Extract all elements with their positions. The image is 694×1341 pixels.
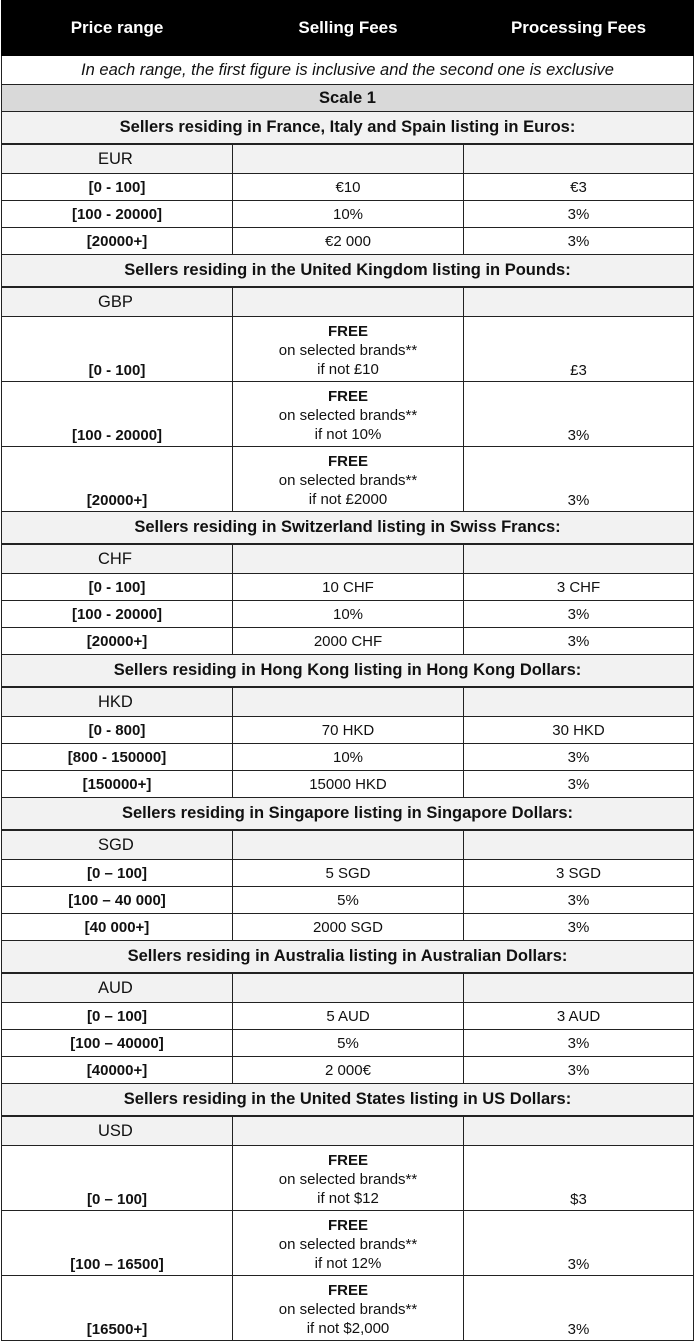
processing-fee-cell: 3% xyxy=(464,1057,694,1084)
selected-brands-note: on selected brands** xyxy=(278,1236,418,1253)
table-row xyxy=(2,1146,694,1211)
scale-label: Scale 1 xyxy=(2,85,694,112)
table-row xyxy=(2,771,694,798)
table-row xyxy=(2,201,694,228)
price-range-cell: [20000+] xyxy=(2,628,233,655)
table-header-row xyxy=(2,1,694,56)
processing-fee-cell: 3% xyxy=(464,914,694,941)
header-processing-fees: Processing Fees xyxy=(464,1,694,56)
section-header-row xyxy=(2,112,694,145)
price-range-cell: [0 – 100] xyxy=(2,1003,233,1030)
price-range-cell: [40000+] xyxy=(2,1057,233,1084)
selling-fee-cell: 10% xyxy=(233,201,464,228)
price-range-cell: [0 – 100] xyxy=(2,1146,233,1211)
selling-fee-cell: 10 CHF xyxy=(233,574,464,601)
table-row xyxy=(2,447,694,512)
price-range-cell: [0 - 800] xyxy=(2,717,233,744)
processing-fee-cell: 3% xyxy=(464,744,694,771)
section-title: Sellers residing in Hong Kong listing in Hong Kong Dollars: xyxy=(2,655,694,688)
selling-fee-cell: 2000 CHF xyxy=(233,628,464,655)
section-header-row xyxy=(2,798,694,831)
table-row xyxy=(2,228,694,255)
currency-empty-cell xyxy=(464,287,694,317)
section-title: Sellers residing in France, Italy and Spain listing in Euros: xyxy=(2,112,694,145)
currency-empty-cell xyxy=(233,687,464,717)
free-label: FREE xyxy=(327,453,368,470)
fees-table xyxy=(1,0,694,1341)
processing-fee-cell: 3% xyxy=(464,887,694,914)
section-header-row xyxy=(2,512,694,545)
currency-empty-cell xyxy=(464,544,694,574)
section-header-row xyxy=(2,941,694,974)
section-title: Sellers residing in Australia listing in Australian Dollars: xyxy=(2,941,694,974)
free-label: FREE xyxy=(327,1282,368,1299)
processing-fee-cell: $3 xyxy=(464,1146,694,1211)
price-range-cell: [0 – 100] xyxy=(2,860,233,887)
selling-fee-cell: 10% xyxy=(233,744,464,771)
table-row xyxy=(2,1003,694,1030)
table-row xyxy=(2,382,694,447)
price-range-cell: [16500+] xyxy=(2,1276,233,1341)
price-range-cell: [150000+] xyxy=(2,771,233,798)
table-row xyxy=(2,317,694,382)
table-row xyxy=(2,887,694,914)
processing-fee-cell: 3 AUD xyxy=(464,1003,694,1030)
table-row xyxy=(2,601,694,628)
price-range-cell: [0 - 100] xyxy=(2,174,233,201)
header-price-range: Price range xyxy=(2,1,233,56)
table-row xyxy=(2,717,694,744)
selling-fee-cell: 15000 HKD xyxy=(233,771,464,798)
note-row xyxy=(2,56,694,85)
currency-empty-cell xyxy=(233,544,464,574)
processing-fee-cell: 3% xyxy=(464,228,694,255)
price-range-cell: [20000+] xyxy=(2,228,233,255)
currency-empty-cell xyxy=(464,687,694,717)
fallback-fee: if not $12 xyxy=(317,1190,379,1207)
processing-fee-cell: £3 xyxy=(464,317,694,382)
selling-fee-cell xyxy=(233,1146,464,1211)
selling-fee-cell xyxy=(233,317,464,382)
table-row xyxy=(2,1057,694,1084)
selling-fee-cell: 5 AUD xyxy=(233,1003,464,1030)
selling-fee-cell: 5 SGD xyxy=(233,860,464,887)
selected-brands-note: on selected brands** xyxy=(278,472,418,489)
table-row xyxy=(2,628,694,655)
table-row xyxy=(2,1211,694,1276)
price-range-cell: [40 000+] xyxy=(2,914,233,941)
price-range-cell: [20000+] xyxy=(2,447,233,512)
processing-fee-cell: 3% xyxy=(464,1211,694,1276)
section-header-row xyxy=(2,255,694,288)
price-range-cell: [100 – 16500] xyxy=(2,1211,233,1276)
currency-code: USD xyxy=(2,1116,233,1146)
currency-empty-cell xyxy=(464,973,694,1003)
currency-row xyxy=(2,544,694,574)
section-title: Sellers residing in Switzerland listing in Swiss Francs: xyxy=(2,512,694,545)
fallback-fee: if not $2,000 xyxy=(306,1320,390,1337)
processing-fee-cell: 3% xyxy=(464,447,694,512)
selling-fee-cell: 2000 SGD xyxy=(233,914,464,941)
currency-empty-cell xyxy=(464,144,694,174)
table-row xyxy=(2,574,694,601)
processing-fee-cell: €3 xyxy=(464,174,694,201)
price-range-cell: [0 - 100] xyxy=(2,317,233,382)
table-row xyxy=(2,1030,694,1057)
table-row xyxy=(2,914,694,941)
scale-row xyxy=(2,85,694,112)
currency-code: AUD xyxy=(2,973,233,1003)
selling-fee-cell: €2 000 xyxy=(233,228,464,255)
selected-brands-note: on selected brands** xyxy=(278,1301,418,1318)
price-range-cell: [100 - 20000] xyxy=(2,382,233,447)
free-label: FREE xyxy=(327,1217,368,1234)
price-range-cell: [100 – 40000] xyxy=(2,1030,233,1057)
currency-row xyxy=(2,1116,694,1146)
currency-empty-cell xyxy=(464,1116,694,1146)
selling-fee-cell: 2 000€ xyxy=(233,1057,464,1084)
selected-brands-note: on selected brands** xyxy=(278,1171,418,1188)
currency-row xyxy=(2,287,694,317)
header-selling-fees: Selling Fees xyxy=(233,1,464,56)
price-range-cell: [100 – 40 000] xyxy=(2,887,233,914)
selling-fee-cell xyxy=(233,1276,464,1341)
fallback-fee: if not 12% xyxy=(314,1255,382,1272)
currency-empty-cell xyxy=(233,287,464,317)
currency-row xyxy=(2,973,694,1003)
selected-brands-note: on selected brands** xyxy=(278,407,418,424)
free-label: FREE xyxy=(327,1152,368,1169)
currency-row xyxy=(2,830,694,860)
processing-fee-cell: 3% xyxy=(464,201,694,228)
inclusive-exclusive-note: In each range, the first figure is inclusive and the second one is exclusive xyxy=(2,56,694,85)
selling-fee-cell: 5% xyxy=(233,1030,464,1057)
table-row xyxy=(2,860,694,887)
free-label: FREE xyxy=(327,388,368,405)
currency-code: CHF xyxy=(2,544,233,574)
currency-empty-cell xyxy=(464,830,694,860)
processing-fee-cell: 30 HKD xyxy=(464,717,694,744)
price-range-cell: [100 - 20000] xyxy=(2,601,233,628)
free-label: FREE xyxy=(327,323,368,340)
section-header-row xyxy=(2,1084,694,1117)
currency-empty-cell xyxy=(233,1116,464,1146)
currency-empty-cell xyxy=(233,144,464,174)
table-row xyxy=(2,744,694,771)
section-title: Sellers residing in the United States listing in US Dollars: xyxy=(2,1084,694,1117)
fallback-fee: if not 10% xyxy=(314,426,382,443)
selling-fee-cell xyxy=(233,1211,464,1276)
processing-fee-cell: 3% xyxy=(464,628,694,655)
currency-empty-cell xyxy=(233,830,464,860)
fallback-fee: if not £10 xyxy=(317,361,379,378)
selling-fee-cell: 5% xyxy=(233,887,464,914)
selling-fee-cell xyxy=(233,382,464,447)
selling-fee-cell: €10 xyxy=(233,174,464,201)
table-row xyxy=(2,1276,694,1341)
processing-fee-cell: 3% xyxy=(464,1030,694,1057)
selling-fee-cell xyxy=(233,447,464,512)
price-range-cell: [800 - 150000] xyxy=(2,744,233,771)
selling-fee-cell: 10% xyxy=(233,601,464,628)
section-title: Sellers residing in the United Kingdom listing in Pounds: xyxy=(2,255,694,288)
currency-row xyxy=(2,687,694,717)
fallback-fee: if not £2000 xyxy=(308,491,388,508)
section-header-row xyxy=(2,655,694,688)
table-row xyxy=(2,174,694,201)
currency-code: EUR xyxy=(2,144,233,174)
selected-brands-note: on selected brands** xyxy=(278,342,418,359)
currency-row xyxy=(2,144,694,174)
currency-code: SGD xyxy=(2,830,233,860)
processing-fee-cell: 3% xyxy=(464,601,694,628)
processing-fee-cell: 3 SGD xyxy=(464,860,694,887)
currency-code: GBP xyxy=(2,287,233,317)
price-range-cell: [100 - 20000] xyxy=(2,201,233,228)
selling-fee-cell: 70 HKD xyxy=(233,717,464,744)
currency-code: HKD xyxy=(2,687,233,717)
processing-fee-cell: 3% xyxy=(464,1276,694,1341)
section-title: Sellers residing in Singapore listing in Singapore Dollars: xyxy=(2,798,694,831)
price-range-cell: [0 - 100] xyxy=(2,574,233,601)
currency-empty-cell xyxy=(233,973,464,1003)
processing-fee-cell: 3 CHF xyxy=(464,574,694,601)
processing-fee-cell: 3% xyxy=(464,382,694,447)
processing-fee-cell: 3% xyxy=(464,771,694,798)
